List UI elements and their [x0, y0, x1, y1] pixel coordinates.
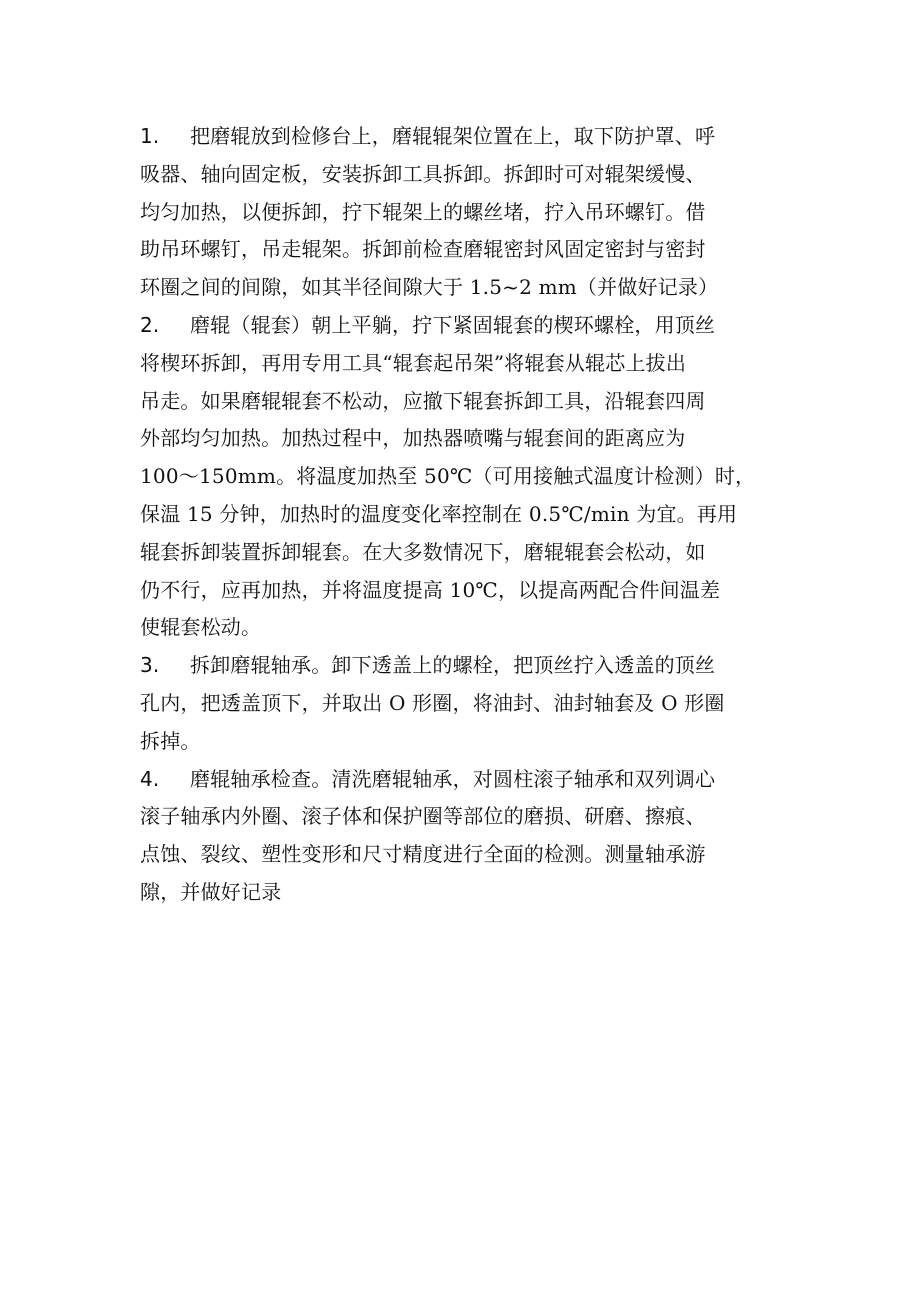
item-1-line-3: 均匀加热，以便拆卸，拧下辊架上的螺丝堵，拧入吊环螺钉。借: [140, 199, 706, 224]
item-2-line-3: 吊走。如果磨辊辊套不松动，应撤下辊套拆卸工具，沿辊套四周: [140, 388, 706, 413]
document-body: [140, 118, 800, 912]
item-2-text-1: 磨辊（辊套）朝上平躺，拧下紧固辊套的楔环螺栓，用顶丝: [190, 312, 716, 337]
item-2-line-6: 保温 15 分钟，加热时的温度变化率控制在 0.5℃/min 为宜。再用: [140, 501, 738, 526]
item-2-line-8: 仍不行，应再加热，并将温度提高 10℃，以提高两配合件间温差: [140, 577, 721, 602]
item-1-line-2: 吸器、轴向固定板，安装拆卸工具拆卸。拆卸时可对辊架缓慢、: [140, 161, 706, 186]
item-2-line-7: 辊套拆卸装置拆卸辊套。在大多数情况下，磨辊辊套会松动，如: [140, 539, 706, 564]
item-1-line-4: 助吊环螺钉，吊走辊架。拆卸前检查磨辊密封风固定密封与密封: [140, 237, 706, 262]
list-item-3: [140, 647, 800, 760]
item-1-line-1: [140, 118, 800, 156]
item-2-line-9: 使辊套松动。: [140, 615, 262, 640]
list-item-2: [140, 307, 800, 647]
item-3-line-1: [140, 647, 800, 685]
item-4-text-1: 磨辊轴承检查。清洗磨辊轴承，对圆柱滚子轴承和双列调心: [190, 766, 716, 791]
item-1-number: 1.: [140, 124, 160, 148]
item-4-line-4: 隙，并做好记录: [140, 879, 282, 904]
item-2-number: 2.: [140, 312, 160, 337]
item-3-number: 3.: [140, 653, 160, 678]
item-4-line-2: 滚子轴承内外圈、滚子体和保护圈等部位的磨损、研磨、擦痕、: [140, 804, 706, 829]
item-3-line-2: 孔内，把透盖顶下，并取出 O 形圈，将油封、油封轴套及 O 形圈: [140, 690, 725, 715]
item-2-line-4: 外部均匀加热。加热过程中，加热器喷嘴与辊套间的距离应为: [140, 426, 686, 451]
item-4-number: 4.: [140, 766, 160, 791]
item-1-text-1: 把磨辊放到检修台上，磨辊辊架位置在上，取下防护罩、呼: [190, 124, 716, 148]
item-1-line-5: 环圈之间的间隙，如其半径间隙大于 1.5~2 mm（并做好记录）: [140, 275, 719, 300]
item-2-line-5: 100～150mm。将温度加热至 50℃（可用接触式温度计检测）时，: [140, 464, 756, 489]
item-4-line-1: [140, 761, 800, 799]
item-2-line-1: [140, 307, 800, 345]
list-item-1: [140, 118, 800, 307]
item-4-line-3: 点蚀、裂纹、塑性变形和尺寸精度进行全面的检测。测量轴承游: [140, 842, 706, 867]
item-3-text-1: 拆卸磨辊轴承。卸下透盖上的螺栓，把顶丝拧入透盖的顶丝: [190, 653, 716, 678]
list-item-4: [140, 761, 800, 912]
item-3-line-3: 拆掉。: [140, 728, 201, 753]
item-2-line-2: 将楔环拆卸，再用专用工具“辊套起吊架”将辊套从辊芯上拔出: [140, 350, 687, 375]
